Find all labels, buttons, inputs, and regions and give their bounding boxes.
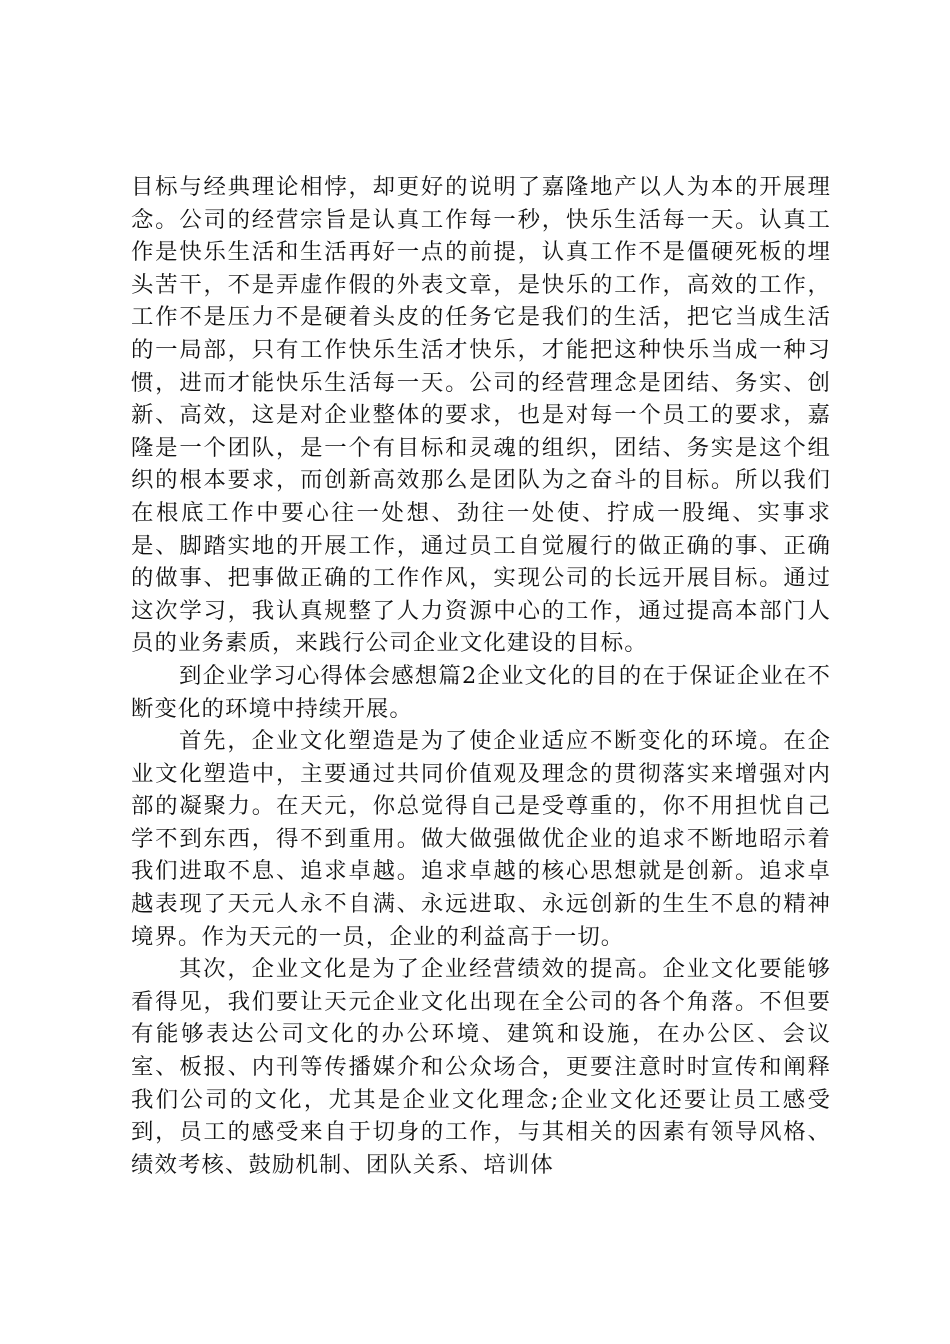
paragraph-3: 首先，企业文化塑造是为了使企业适应不断变化的环境。在企业文化塑造中，主要通过共同价值观及理念的贯彻落实来增强对内部的凝聚力。在天元，你总觉得自己是受尊重的，你不用担忧自己学不到东西，得不到重用。做大做强做优企业的追求不断地昭示着我们进取不息、追求卓越。追求卓越的核心思想就是创新。追求卓越表现了天元人永不自满、永远进取、永远创新的生生不息的精神境界。作为天元的一员，企业的利益高于一切。 <box>131 728 831 950</box>
paragraph-2: 到企业学习心得体会感想篇2企业文化的目的在于保证企业在不断变化的环境中持续开展。 <box>131 662 831 722</box>
paragraph-4: 其次，企业文化是为了企业经营绩效的提高。企业文化要能够看得见，我们要让天元企业文化出现在全公司的各个角落。不但要有能够表达公司文化的办公环境、建筑和设施，在办公区、会议室、板报、内刊等传播媒介和公众场合，更要注意时时宣传和阐释我们公司的文化，尤其是企业文化理念;企业文化还要让员工感受到，员工的感受来自于切身的工作，与其相关的因素有领导风格、绩效考核、鼓励机制、团队关系、培训体 <box>131 956 831 1178</box>
paragraph-1: 目标与经典理论相悖，却更好的说明了嘉隆地产以人为本的开展理念。公司的经营宗旨是认真工作每一秒，快乐生活每一天。认真工作是快乐生活和生活再好一点的前提，认真工作不是僵硬死板的埋头苦干，不是弄虚作假的外表文章，是快乐的工作，高效的工作，工作不是压力不是硬着头皮的任务它是我们的生活，把它当成生活的一局部，只有工作快乐生活才快乐，才能把这种快乐当成一种习惯，进而才能快乐生活每一天。公司的经营理念是团结、务实、创新、高效，这是对企业整体的要求，也是对每一个员工的要求，嘉隆是一个团队，是一个有目标和灵魂的组织，团结、务实是这个组织的根本要求，而创新高效那么是团队为之奋斗的目标。所以我们在根底工作中要心往一处想、劲往一处使、拧成一股绳、实事求是、脚踏实地的开展工作，通过员工自觉履行的做正确的事、正确的做事、把事做正确的工作作风，实现公司的长远开展目标。通过这次学习，我认真规整了人力资源中心的工作，通过提高本部门人员的业务素质，来践行公司企业文化建设的目标。 <box>131 174 831 657</box>
document-page <box>131 171 831 1181</box>
